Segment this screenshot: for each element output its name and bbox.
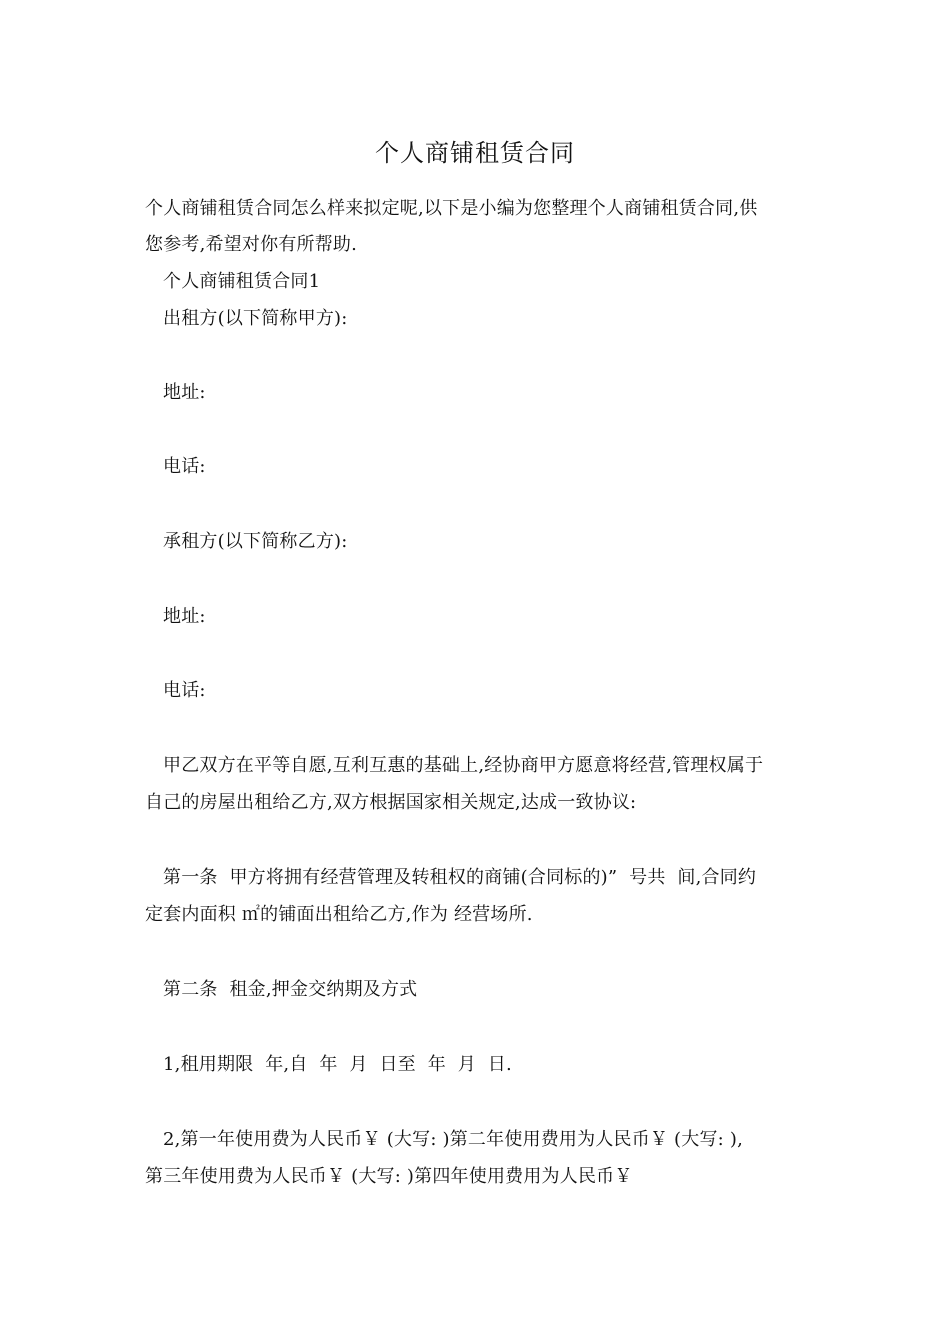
intro-line-1: 个人商铺租赁合同怎么样来拟定呢,以下是小编为您整理个人商铺租赁合同,供 <box>145 198 758 219</box>
fee-item-line-2: 第三年使用费为人民币￥ (大写: )第四年使用费用为人民币￥ <box>145 1166 633 1187</box>
article-1-line-1: 第一条 甲方将拥有经营管理及转租权的商铺(合同标的)” 号共 间,合同约 <box>163 867 757 888</box>
lessee-label: 承租方(以下简称乙方): <box>163 531 348 552</box>
lessor-label: 出租方(以下简称甲方): <box>163 308 348 329</box>
lessee-address-label: 地址: <box>163 606 206 627</box>
fee-item-line-1: 2,第一年使用费为人民币￥ (大写: )第二年使用费用为人民币￥ (大写: ), <box>163 1129 743 1150</box>
document-title: 个人商铺租赁合同 <box>375 139 575 167</box>
lessor-phone-label: 电话: <box>163 456 206 477</box>
preamble-line-1: 甲乙双方在平等自愿,互利互惠的基础上,经协商甲方愿意将经营,管理权属于 <box>163 755 764 776</box>
preamble-line-2: 自己的房屋出租给乙方,双方根据国家相关规定,达成一致协议: <box>145 792 637 813</box>
contract-heading: 个人商铺租赁合同1 <box>163 271 321 292</box>
rental-term-item: 1,租用期限 年,自 年 月 日至 年 月 日. <box>163 1054 512 1075</box>
article-1-line-2: 定套内面积 ㎡的铺面出租给乙方,作为 经营场所. <box>145 904 533 925</box>
article-2-heading: 第二条 租金,押金交纳期及方式 <box>163 979 418 1000</box>
lessee-phone-label: 电话: <box>163 680 206 701</box>
intro-line-2: 您参考,希望对你有所帮助. <box>145 234 358 255</box>
lessor-address-label: 地址: <box>163 382 206 403</box>
